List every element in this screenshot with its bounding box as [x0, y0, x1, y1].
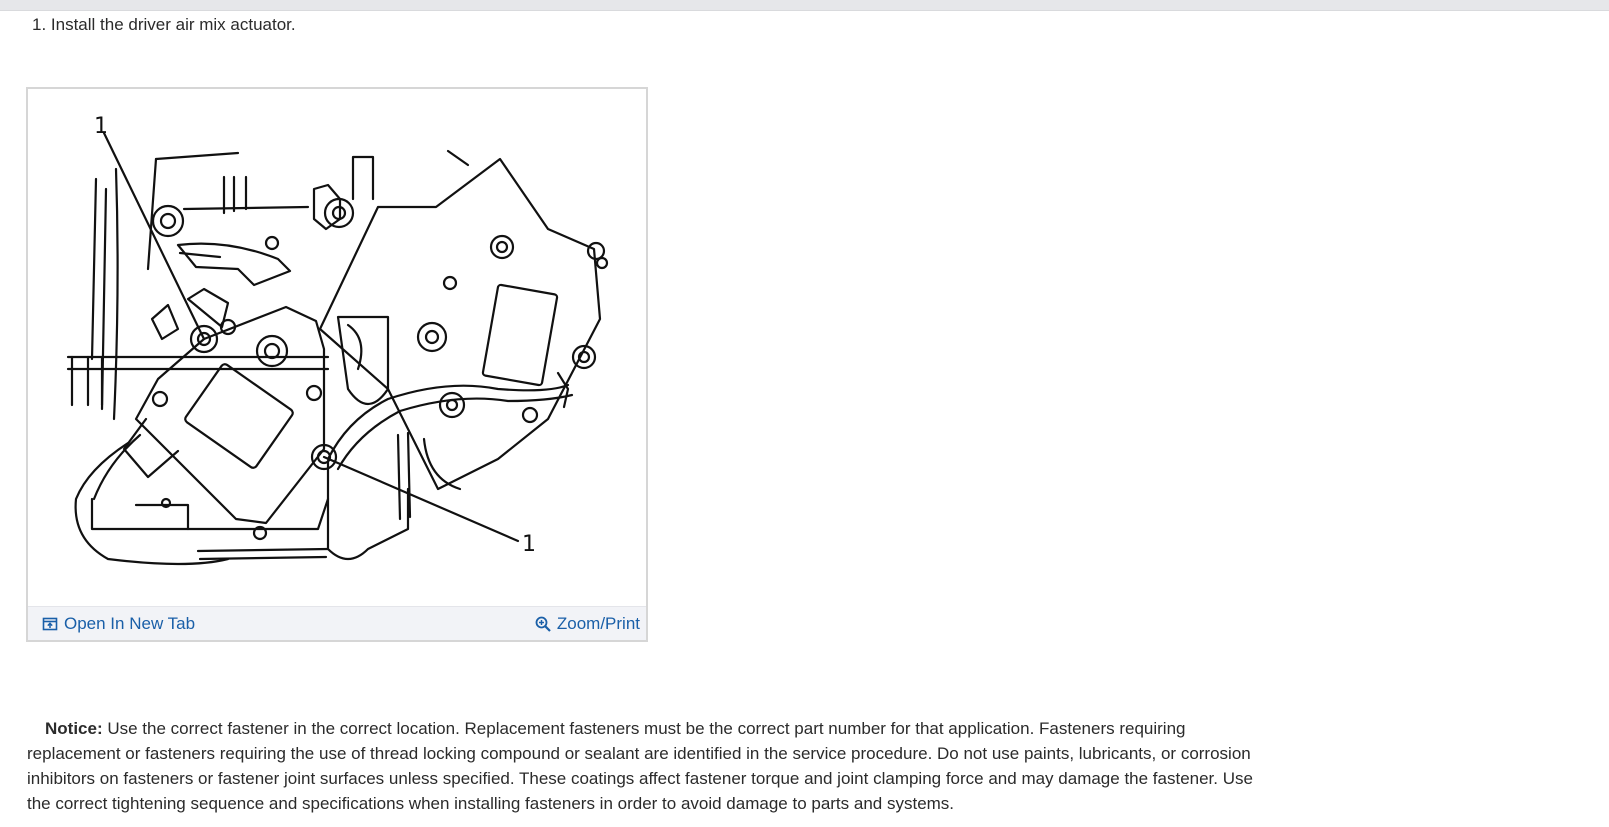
figure-toolbar — [28, 606, 646, 640]
zoom-icon — [535, 616, 551, 632]
top-bar — [0, 0, 1609, 11]
open-new-tab-icon — [42, 616, 58, 632]
actuator-illustration — [28, 89, 646, 607]
notice-body: Use the correct fastener in the correct location. Replacement fasteners must be the correct part number for that application. Fasteners requiring replacement or fasteners requiring the use of thread locking compound or sealant are identified in the service procedure. Do not use paints, lubricants, or corrosion inhibitors on fasteners or fastener joint surfaces unless specified. These coatings affect fastener torque and joint clamping force and may damage the fastener. Use the correct tightening sequence and specifications when installing fasteners in order to avoid damage to parts and systems. — [27, 719, 1253, 813]
figure-container — [26, 87, 648, 642]
open-in-new-tab-label: Open In New Tab — [64, 614, 196, 633]
zoom-print-link[interactable] — [535, 614, 640, 634]
callout-bottom: 1 — [522, 532, 536, 557]
callout-top: 1 — [94, 114, 108, 139]
notice-paragraph — [27, 716, 1272, 816]
notice-label: Notice: — [45, 719, 103, 738]
step-instruction: 1. Install the driver air mix actuator. — [32, 15, 296, 34]
open-in-new-tab-link[interactable] — [42, 614, 195, 634]
zoom-print-label: Zoom/Print — [556, 614, 640, 633]
